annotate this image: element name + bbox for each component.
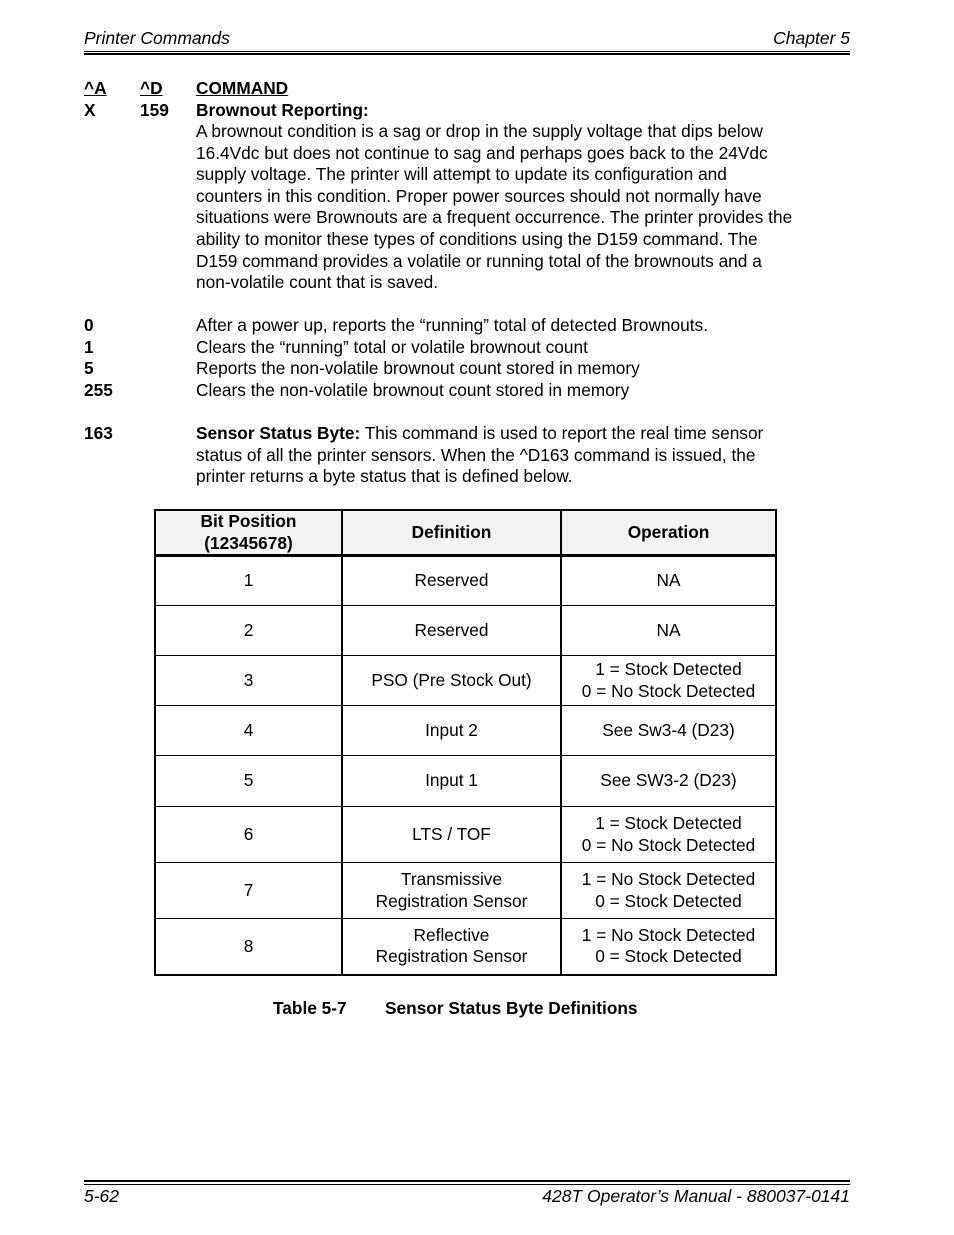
brownout-line: situations were Brownouts are a frequent occurrence. The printer provides the xyxy=(196,207,793,228)
operation-line: 1 = No Stock Detected xyxy=(581,869,756,890)
option-code: 5 xyxy=(84,358,94,378)
table-caption-title: Sensor Status Byte Definitions xyxy=(385,998,638,1018)
table-row xyxy=(155,606,776,656)
option-text: Clears the “running” total or volatile brownout count xyxy=(196,337,588,357)
definition-line: Reflective xyxy=(413,924,490,945)
cell-definition xyxy=(342,919,561,975)
cell-definition xyxy=(342,706,561,756)
brownout-a-code: X xyxy=(84,100,96,120)
sensor-title: Sensor Status Byte: xyxy=(196,423,361,443)
sensor-description xyxy=(196,423,856,488)
footer-rule-thick xyxy=(84,1180,850,1182)
option-text: Reports the non-volatile brownout count stored in memory xyxy=(196,358,640,378)
option-code: 255 xyxy=(84,380,113,400)
col-head-a: ^A xyxy=(84,78,107,98)
cell-operation xyxy=(561,919,776,975)
table-row xyxy=(155,919,776,975)
cell-bit: 1 xyxy=(155,556,342,606)
cell-bit: 3 xyxy=(155,656,342,706)
definition-line: LTS / TOF xyxy=(412,823,491,844)
col-head-d: ^D xyxy=(140,78,163,98)
operation-line: See Sw3-4 (D23) xyxy=(602,719,735,740)
footer-page-number: 5-62 xyxy=(84,1186,120,1206)
sensor-line: status of all the printer sensors. When the ^D163 command is issued, the xyxy=(196,444,756,465)
cell-bit: 5 xyxy=(155,756,342,807)
header-operation: Operation xyxy=(561,510,776,556)
header-rule-thick xyxy=(84,53,850,55)
cell-operation xyxy=(561,863,776,919)
definition-line: Registration Sensor xyxy=(375,946,528,967)
table-row xyxy=(155,656,776,706)
operation-line: 0 = Stock Detected xyxy=(595,946,742,967)
cell-definition xyxy=(342,807,561,863)
option-code: 1 xyxy=(84,337,94,357)
table-row xyxy=(155,807,776,863)
cell-operation xyxy=(561,556,776,606)
header-section-title: Printer Commands xyxy=(84,28,230,48)
brownout-line: ability to monitor these types of conditions using the D159 command. The xyxy=(196,228,758,249)
definition-line: Registration Sensor xyxy=(375,890,528,911)
cell-operation xyxy=(561,756,776,807)
cell-bit: 2 xyxy=(155,606,342,656)
sensor-code: 163 xyxy=(84,423,113,443)
footer-rule-thin xyxy=(84,1184,850,1185)
table-header-row xyxy=(155,510,776,556)
option-text: Clears the non-volatile brownout count stored in memory xyxy=(196,380,630,400)
table-row xyxy=(155,863,776,919)
cell-operation xyxy=(561,706,776,756)
definition-line: Input 1 xyxy=(425,770,478,791)
footer-manual-title: 428T Operator’s Manual - 880037-0141 xyxy=(542,1186,850,1206)
cell-bit: 4 xyxy=(155,706,342,756)
sensor-line: printer returns a byte status that is defined below. xyxy=(196,466,573,487)
operation-line: See SW3-2 (D23) xyxy=(600,770,737,791)
cell-definition xyxy=(342,863,561,919)
definition-line: Reserved xyxy=(414,619,489,640)
brownout-description xyxy=(196,121,856,294)
operation-line: NA xyxy=(656,570,681,591)
brownout-line: supply voltage. The printer will attempt to update its configuration and xyxy=(196,164,727,185)
header-chapter: Chapter 5 xyxy=(773,28,850,48)
cell-operation xyxy=(561,807,776,863)
option-code: 0 xyxy=(84,315,94,335)
operation-line: 0 = No Stock Detected xyxy=(581,834,756,855)
operation-line: 1 = No Stock Detected xyxy=(581,924,756,945)
definition-line: PSO (Pre Stock Out) xyxy=(371,669,532,690)
table-caption-number: Table 5-7 xyxy=(273,998,347,1018)
table-row xyxy=(155,706,776,756)
cell-definition xyxy=(342,656,561,706)
cell-operation xyxy=(561,606,776,656)
cell-definition xyxy=(342,556,561,606)
table-row xyxy=(155,756,776,807)
brownout-line: A brownout condition is a sag or drop in the supply voltage that dips below xyxy=(196,121,763,141)
cell-bit: 6 xyxy=(155,807,342,863)
cell-bit: 7 xyxy=(155,863,342,919)
sensor-status-table xyxy=(154,509,777,976)
operation-line: 1 = Stock Detected xyxy=(595,813,742,834)
definition-line: Reserved xyxy=(414,570,489,591)
option-text: After a power up, reports the “running” total of detected Brownouts. xyxy=(196,315,708,335)
brownout-line: non-volatile count that is saved. xyxy=(196,272,439,293)
definition-line: Transmissive xyxy=(400,869,503,890)
operation-line: 0 = No Stock Detected xyxy=(581,680,756,701)
brownout-d-code: 159 xyxy=(140,100,169,120)
cell-definition xyxy=(342,606,561,656)
brownout-title: Brownout Reporting: xyxy=(196,100,369,120)
col-head-command: COMMAND xyxy=(196,78,289,98)
definition-line: Input 2 xyxy=(425,719,478,740)
table-row xyxy=(155,556,776,606)
sensor-line: This command is used to report the real time sensor xyxy=(360,423,764,443)
cell-operation xyxy=(561,656,776,706)
header-rule-thin xyxy=(84,51,850,52)
brownout-line: counters in this condition. Proper power sources should not normally have xyxy=(196,185,762,206)
cell-definition xyxy=(342,756,561,807)
operation-line: 0 = Stock Detected xyxy=(595,890,742,911)
brownout-line: D159 command provides a volatile or running total of the brownouts and a xyxy=(196,250,762,271)
cell-bit: 8 xyxy=(155,919,342,975)
header-bit-position: Bit Position (12345678) xyxy=(155,510,342,556)
brownout-line: 16.4Vdc but does not continue to sag and perhaps goes back to the 24Vdc xyxy=(196,142,768,163)
operation-line: 1 = Stock Detected xyxy=(595,659,742,680)
header-definition: Definition xyxy=(342,510,561,556)
operation-line: NA xyxy=(656,619,681,640)
